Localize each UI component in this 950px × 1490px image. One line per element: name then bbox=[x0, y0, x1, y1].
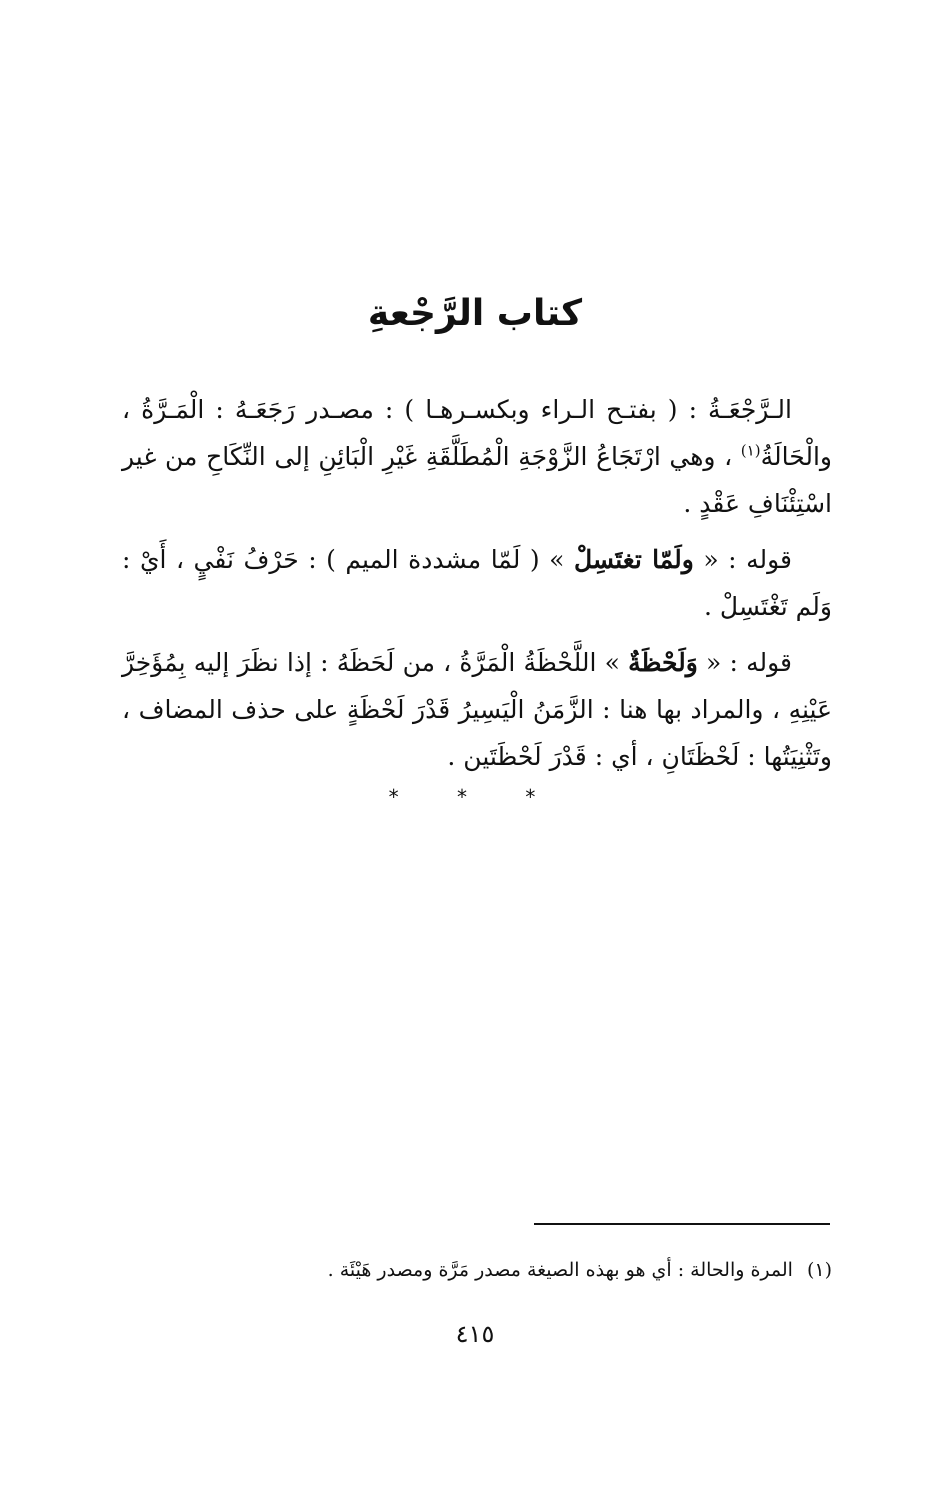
paragraph-lahza bbox=[122, 639, 832, 780]
footnote bbox=[122, 1254, 832, 1286]
page-number: ٤١٥ bbox=[455, 1320, 495, 1348]
footnote-number: (١) bbox=[806, 1259, 832, 1281]
text-segment: قوله : « bbox=[693, 545, 793, 574]
footnote-reference: (١) bbox=[740, 441, 761, 460]
footnote-text: المرة والحالة : أي هو بهذه الصيغة مصدر مَرَّة ومصدر هَيْئَة . bbox=[327, 1259, 793, 1281]
paragraph-lamma bbox=[122, 536, 832, 630]
text-segment: قوله : « bbox=[697, 648, 792, 677]
section-separator: * * * bbox=[388, 785, 562, 809]
text-segment: الـرَّجْعَـةُ : ( بفتـح الـراء وبكسـرهـا ) : مصـدر رَجَعَـهُ : الْمَـرَّةُ ، والْحَالَةُ bbox=[122, 395, 832, 471]
main-text bbox=[122, 386, 832, 789]
quoted-term: ولَمّا تغتَسِلْ bbox=[574, 545, 694, 574]
chapter-title: كتاب الرَّجْعةِ bbox=[367, 293, 583, 334]
footnote-divider bbox=[534, 1223, 830, 1225]
paragraph-raja bbox=[122, 386, 832, 527]
text-segment: ، وهي ارْتَجَاعُ الزَّوْجَةِ الْمُطَلَّقَةِ غَيْرِ الْبَائِنِ إلى النِّكَاحِ من غير اسْتِئْنَافِ عَقْدٍ . bbox=[122, 442, 832, 518]
text-segment: » اللَّحْظَةُ الْمَرَّةُ ، من لَحَظَهُ : إذا نظَرَ إليه بِمُؤَخِرَّ عَيْنِهِ ، والمراد بها هنا : الزَّمَنُ الْيَسِيرُ قَدْرَ لَحْظَةٍ على حذف المضاف ، وتَثْنِيَتُها : لَحْظَتَانِ ، أي : قَدْرَ لَحْظَتَين . bbox=[122, 648, 832, 771]
quoted-term: وَلَحْظَةٌ bbox=[628, 648, 698, 677]
text-segment: » ( لَمّا مشددة الميم ) : حَرْفُ نَفْيٍ ، أَيْ : وَلَم تَغْتَسِلْ . bbox=[122, 545, 832, 621]
